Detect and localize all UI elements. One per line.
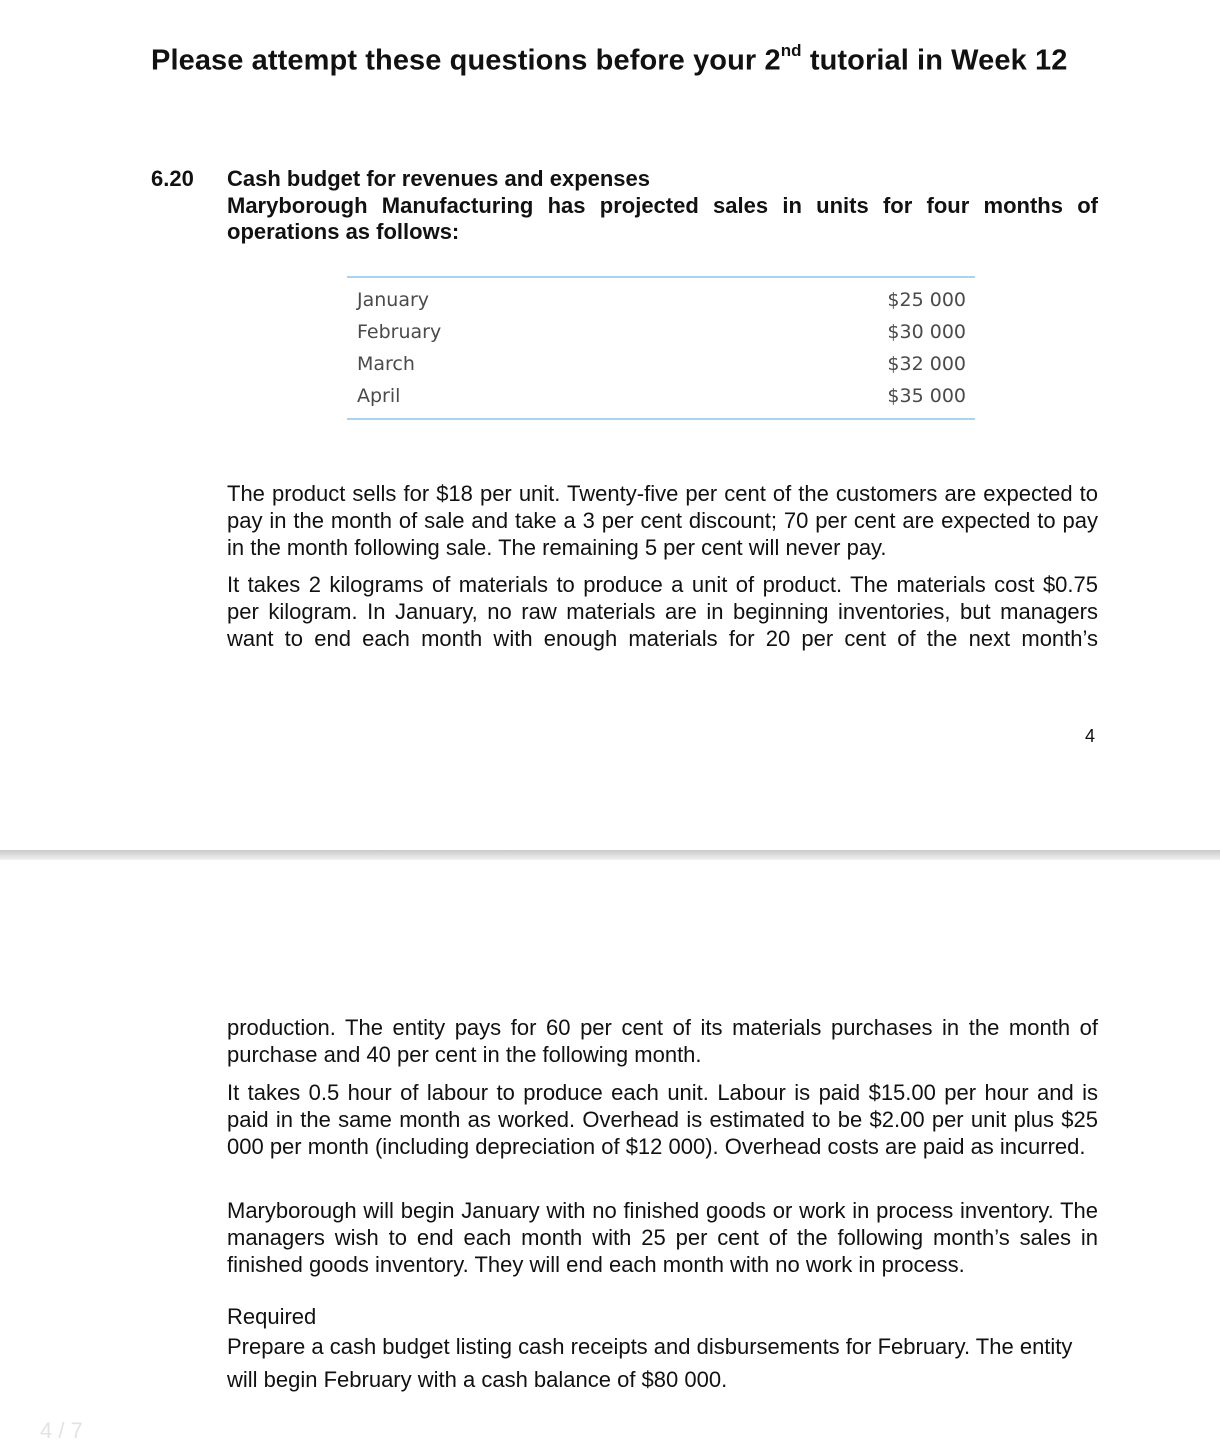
paragraph-materials: It takes 2 kilograms of materials to produce a unit of product. The materials cost $0.75 per kilogram. In January, no raw materials are in beginning inventories, but managers want to end each month with enough materials for 20 per cent of the next month’s: [227, 572, 1098, 651]
sales-value: $35 000: [887, 385, 966, 407]
sales-table: [347, 276, 975, 420]
paragraph-labour-overhead: It takes 0.5 hour of labour to produce each unit. Labour is paid $15.00 per hour and is paid in the same month as worked. Overhead is estimated to be $2.00 per unit plus $25 000 per month (including depreciation of $12 000). Overhead costs are paid as incurred.: [227, 1080, 1098, 1159]
page-divider: [0, 850, 1220, 860]
paragraph-sales-terms: The product sells for $18 per unit. Twenty-five per cent of the customers are expected to pay in the month of sale and take a 3 per cent discount; 70 per cent are expected to pay in the month following sale. The remaining 5 per cent will never pay.: [227, 481, 1098, 560]
page-heading: [151, 41, 1068, 78]
document-page-2: [0, 860, 1220, 1440]
heading-text-end: tutorial in Week 12: [801, 44, 1068, 77]
paragraph-materials-continued: production. The entity pays for 60 per cent of its materials purchases in the month of purchase and 40 per cent in the following month.: [227, 1015, 1098, 1067]
required-text: Prepare a cash budget listing cash receipts and disbursements for February. The entity will begin February with a cash balance of $80 000.: [227, 1334, 1073, 1392]
table-row: [347, 284, 975, 316]
table-row: [347, 380, 975, 412]
month-label: March: [357, 353, 415, 375]
paragraph-inventory: Maryborough will begin January with no finished goods or work in process inventory. The managers wish to end each month with 25 per cent of the following month’s sales in finished goods inventory. They will end each month with no work in process.: [227, 1198, 1098, 1277]
page-number: 4: [1085, 726, 1096, 746]
heading-text: Please attempt these questions before your 2: [151, 44, 781, 77]
question-heading-block: [227, 166, 1098, 246]
page-indicator: 4 / 7: [40, 1418, 83, 1443]
table-row: [347, 316, 975, 348]
question-number: 6.20: [151, 166, 194, 191]
required-section: [227, 1303, 1098, 1396]
heading-superscript: nd: [780, 41, 802, 60]
sales-value: $30 000: [887, 321, 966, 343]
month-label: April: [357, 385, 401, 407]
sales-value: $25 000: [887, 289, 966, 311]
question-intro: Maryborough Manufacturing has projected sales in units for four months of operations as follows:: [227, 192, 1098, 244]
sales-value: $32 000: [887, 353, 966, 375]
question-title: Cash budget for revenues and expenses: [227, 166, 651, 191]
month-label: February: [357, 321, 442, 343]
required-label: Required: [227, 1304, 317, 1329]
month-label: January: [357, 289, 430, 311]
table-row: [347, 348, 975, 380]
